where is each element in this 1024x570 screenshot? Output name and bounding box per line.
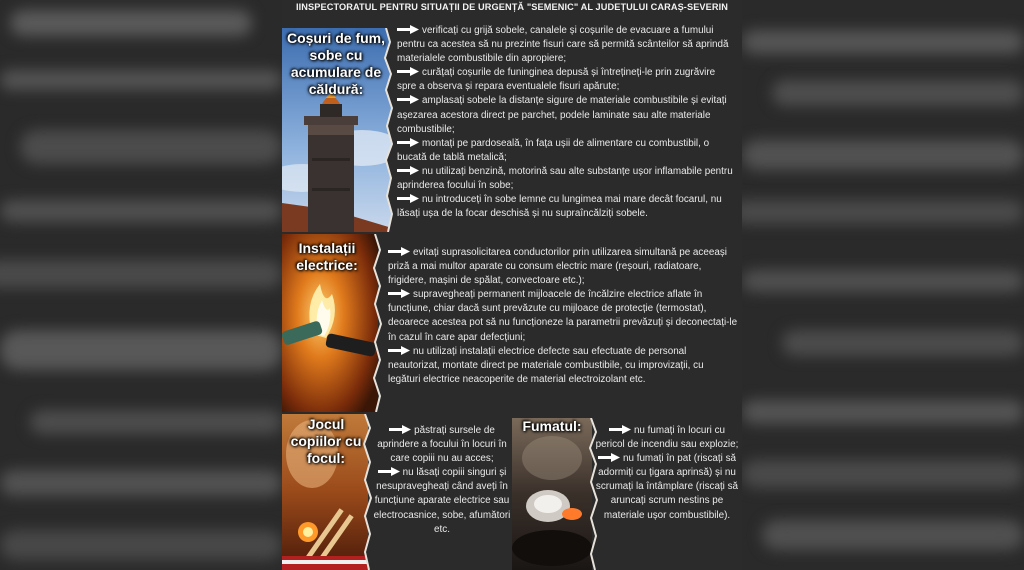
arrow-right-icon: [397, 194, 419, 203]
arrow-right-icon: [388, 247, 410, 256]
arrow-right-icon: [397, 25, 419, 34]
smoking-image: [512, 418, 592, 570]
smoking-heading: Fumatul:: [522, 418, 582, 434]
list-item: nu lăsați copiii singuri și nesupravegheați când aveți în funcțiune aparate electrice sau electrocasnice, sobe, afumători etc.: [373, 467, 511, 535]
arrow-right-icon: [397, 166, 419, 175]
children-heading: Jocul copiilor cu focul:: [290, 416, 362, 466]
list-item: verificați cu grijă sobele, canalele și coșurile de evacuare a fumului pentru ca acestea să nu prezinte fisuri care să permită scânteilor să aprindă materialele combustibile din apropiere;: [397, 25, 729, 65]
electrical-list: [388, 246, 738, 387]
arrow-right-icon: [397, 138, 419, 147]
arrow-right-icon: [388, 346, 410, 355]
blurred-background-left: [0, 0, 282, 570]
arrow-right-icon: [389, 425, 411, 434]
list-item: evitați suprasolicitarea conductorilor prin utilizarea simultană pe aceeași priză a mai multor aparate cu consum electric mare (reșouri, radiatoare, frigidere, mașini de spălat, convectoare etc.);: [388, 247, 727, 287]
torn-edge-decoration: [370, 234, 384, 412]
smoking-list: [594, 424, 740, 523]
arrow-right-icon: [598, 453, 620, 462]
blurred-background-right: [742, 0, 1024, 570]
list-item: păstrați sursele de aprindere a focului în locuri în care copiii nu au acces;: [377, 425, 507, 465]
list-item: nu introduceți în sobe lemne cu lungimea mai mare decât focarul, nu lăsați ușa de la focar deschisă și nu supraîncălziți sobele.: [397, 194, 722, 220]
list-item: curățați coșurile de funinginea depusă și întrețineți-le prin zugrăvire spre a observa și repara eventualele fisuri apărute;: [397, 67, 716, 93]
chimneys-list: [397, 24, 737, 221]
list-item: nu fumați în locuri cu pericol de incendiu sau explozie;: [595, 425, 739, 451]
arrow-right-icon: [378, 467, 400, 476]
electrical-heading: Instalații electrice:: [296, 240, 358, 273]
list-item: supravegheați permanent mijloacele de încălzire electrice aflate în funcțiune, chiar dacă sunt prevăzute cu mijloace de protecție (termostat), deoarece acestea pot să nu funcționeze la parametrii prevăzuți și deconectați-le în cazul în care apar defecțiuni;: [388, 289, 738, 343]
chimneys-heading: Coșuri de fum, sobe cu acumulare de căldură:: [286, 30, 385, 97]
list-item: nu utilizați benzină, motorină sau alte substanțe ușor inflamabile pentru aprinderea focului în sobe;: [397, 165, 733, 192]
arrow-right-icon: [388, 289, 410, 298]
list-item: montați pe pardoseală, în fața ușii de alimentare cu combustibil, o bucată de tablă metalică;: [397, 137, 710, 163]
poster-title: IINSPECTORATUL PENTRU SITUAȚII DE URGENȚĂ "SEMENIC" AL JUDEȚULUI CARAȘ-SEVERIN: [295, 2, 729, 12]
arrow-right-icon: [397, 95, 419, 104]
list-item: amplasați sobele la distanțe sigure de materiale combustibile și evitați așezarea acestora direct pe parchet, podele laminate sau alte materiale combustibile;: [397, 95, 727, 135]
fire-safety-poster: [282, 0, 742, 570]
arrow-right-icon: [397, 67, 419, 76]
arrow-right-icon: [609, 425, 631, 434]
children-list: [372, 424, 512, 537]
list-item: nu fumați în pat (riscați să adormiți cu țigara aprinsă) și nu scrumați la întâmplare (riscați să aruncați scrum nestins pe materiale ușor combustibile).: [595, 453, 739, 521]
list-item: nu utilizați instalații electrice defecte sau efectuate de personal neautorizat, montate direct pe materiale combustibile, cu improvizații, cu legături electrice neacoperite de material electroizolant etc.: [388, 345, 704, 385]
